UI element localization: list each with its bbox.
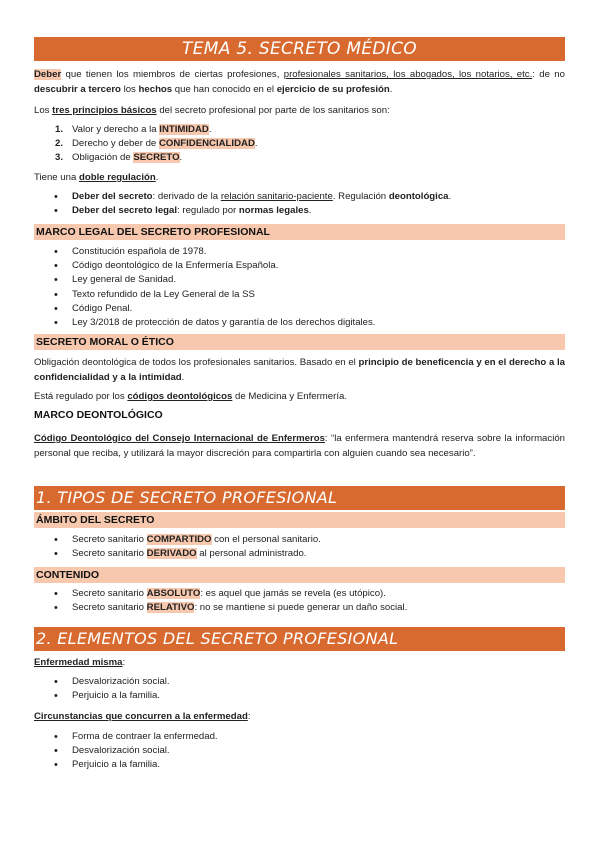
marco-deontologico-paragraph — [34, 432, 565, 461]
text-run: INTIMIDAD — [159, 124, 209, 135]
marco-legal-item: • Código Penal. — [34, 302, 534, 316]
text-run: . Regulación — [332, 191, 389, 202]
text-run: al personal administrado. — [196, 548, 307, 560]
text-run: . — [254, 138, 258, 150]
enfermedad-heading — [34, 656, 565, 671]
text-run: Los — [34, 105, 53, 116]
text-run: ejercicio de su profesión — [276, 83, 390, 95]
marco-legal-list — [34, 245, 534, 330]
principle-item — [34, 137, 534, 151]
marco-legal-item: • Texto refundido de la Ley General de la SS — [34, 288, 534, 302]
text-run: deontológica — [388, 191, 449, 202]
text-run: Derecho y deber de — [72, 138, 159, 150]
ambito-list — [34, 533, 534, 561]
marco-legal-item: • Constitución española de 1978. — [34, 245, 534, 259]
text-run: . — [179, 152, 183, 164]
text-run: : de no — [532, 69, 565, 80]
text-run: : regulado por — [177, 205, 239, 217]
text-run: Secreto sanitario — [72, 588, 147, 599]
section-1-title: 1. TIPOS DE SECRETO PROFESIONAL — [36, 488, 338, 507]
text-run: . — [308, 205, 312, 217]
text-run: del secreto profesional por parte de los sanitarios son: — [156, 105, 390, 116]
text-run: Código Deontológico del Consejo Internacional de Enfermeros — [34, 433, 325, 444]
principle-item — [34, 123, 534, 137]
text-run: Valor y derecho a la — [72, 124, 160, 135]
text-run: Obligación de — [72, 152, 134, 164]
text-run: ABSOLUTO — [146, 588, 201, 599]
text-run: doble regulación — [78, 172, 156, 183]
ambito-item — [34, 547, 534, 561]
principles-list — [34, 123, 534, 166]
contenido-heading: CONTENIDO — [34, 567, 565, 583]
regulation-intro — [34, 171, 565, 186]
regulation-item — [34, 190, 534, 204]
principles-intro — [34, 104, 565, 119]
enfermedad-list — [34, 675, 534, 703]
text-run: normas legales — [238, 205, 309, 217]
secreto-moral-heading: SECRETO MORAL O ÉTICO — [34, 334, 565, 350]
text-run: : derivado de la — [152, 191, 221, 202]
text-run: : es aquel que jamás se revela (es utópico). — [200, 588, 386, 599]
text-run: : “la enfermera mantendrá reserva sobre la información personal que reciba, y utilizará la mayor discreción para compartirla con alguien cuando sea necesario”. — [34, 433, 565, 459]
section-2-title-bar — [34, 627, 565, 651]
circunstancias-item: • Forma de contraer la enfermedad. — [34, 730, 534, 744]
section-2-title: 2. ELEMENTOS DEL SECRETO PROFESIONAL — [36, 629, 399, 648]
text-run: Secreto sanitario — [72, 534, 147, 545]
text-run: . — [448, 191, 452, 202]
text-run: : no se mantiene si puede generar un daño social. — [194, 602, 408, 614]
marco-legal-item: • Código deontológico de la Enfermería Española. — [34, 259, 534, 273]
text-run: Circunstancias que concurren a la enfermedad — [34, 711, 248, 722]
text-run: Está regulado por los — [34, 391, 128, 402]
enfermedad-item: • Desvalorización social. — [34, 675, 534, 689]
text-run: . — [181, 371, 185, 383]
text-run: Enfermedad misma — [34, 657, 123, 668]
text-run: Deber del secreto legal — [72, 205, 178, 217]
text-run: : — [122, 657, 126, 668]
text-run: CONFIDENCIALIDAD — [158, 138, 255, 150]
secreto-moral-regulation — [34, 390, 565, 405]
text-run: Tiene una — [34, 172, 79, 183]
text-run: descubrir a tercero — [34, 83, 121, 95]
document-title: TEMA 5. SECRETO MÉDICO — [182, 39, 417, 59]
text-run: profesionales sanitarios, los abogados, los notarios, etc. — [283, 69, 533, 80]
text-run: códigos deontológicos — [127, 391, 233, 402]
circunstancias-list — [34, 730, 534, 773]
text-run: Deber del secreto — [72, 191, 153, 202]
text-run: . — [208, 124, 212, 135]
text-run: que han conocido en el — [172, 83, 277, 95]
enfermedad-item: • Perjuicio a la familia. — [34, 689, 534, 703]
contenido-item — [34, 601, 534, 615]
text-run: relación sanitario-paciente — [220, 191, 333, 202]
marco-legal-item: • Ley general de Sanidad. — [34, 273, 534, 287]
text-run: Secreto sanitario — [72, 548, 147, 560]
text-run: RELATIVO — [146, 602, 195, 614]
text-run: hechos — [138, 83, 173, 95]
text-run: principio de beneficencia y en el derecho a la confidencialidad y a la intimidad — [34, 357, 565, 383]
list-number: 1. — [55, 124, 64, 135]
marco-deontologico-heading: MARCO DEONTOLÓGICO — [34, 409, 163, 421]
document-title-bar — [34, 37, 565, 61]
text-run: : — [247, 711, 251, 722]
text-run: . — [389, 83, 393, 95]
circunstancias-item: • Perjuicio a la familia. — [34, 758, 534, 772]
list-number: 2. — [55, 138, 64, 150]
secreto-moral-paragraph — [34, 356, 565, 385]
circunstancias-item: • Desvalorización social. — [34, 744, 534, 758]
text-run: Deber — [34, 69, 62, 80]
regulation-list — [34, 190, 534, 218]
text-run: con el personal sanitario. — [211, 534, 321, 545]
text-run: los — [120, 83, 139, 95]
text-run: COMPARTIDO — [146, 534, 212, 545]
text-run: que tienen los miembros de ciertas profesiones, — [61, 69, 284, 80]
marco-legal-heading: MARCO LEGAL DEL SECRETO PROFESIONAL — [34, 224, 565, 240]
text-run: Obligación deontológica de todos los profesionales sanitarios. Basado en el — [34, 357, 359, 368]
principle-item — [34, 151, 534, 165]
intro-paragraph — [34, 68, 565, 97]
text-run: tres principios básicos — [52, 105, 157, 116]
contenido-list — [34, 587, 534, 615]
marco-legal-item: • Ley 3/2018 de protección de datos y garantía de los derechos digitales. — [34, 316, 534, 330]
text-run: Secreto sanitario — [72, 602, 147, 614]
text-run: de Medicina y Enfermería. — [232, 391, 347, 402]
circunstancias-heading — [34, 710, 565, 725]
ambito-heading: ÁMBITO DEL SECRETO — [34, 512, 565, 528]
text-run: SECRETO — [133, 152, 180, 164]
text-run: DERIVADO — [146, 548, 197, 560]
contenido-item — [34, 587, 534, 601]
ambito-item — [34, 533, 534, 547]
regulation-item — [34, 204, 534, 218]
text-run: . — [155, 172, 159, 183]
list-number: 3. — [55, 152, 64, 164]
section-1-title-bar — [34, 486, 565, 510]
